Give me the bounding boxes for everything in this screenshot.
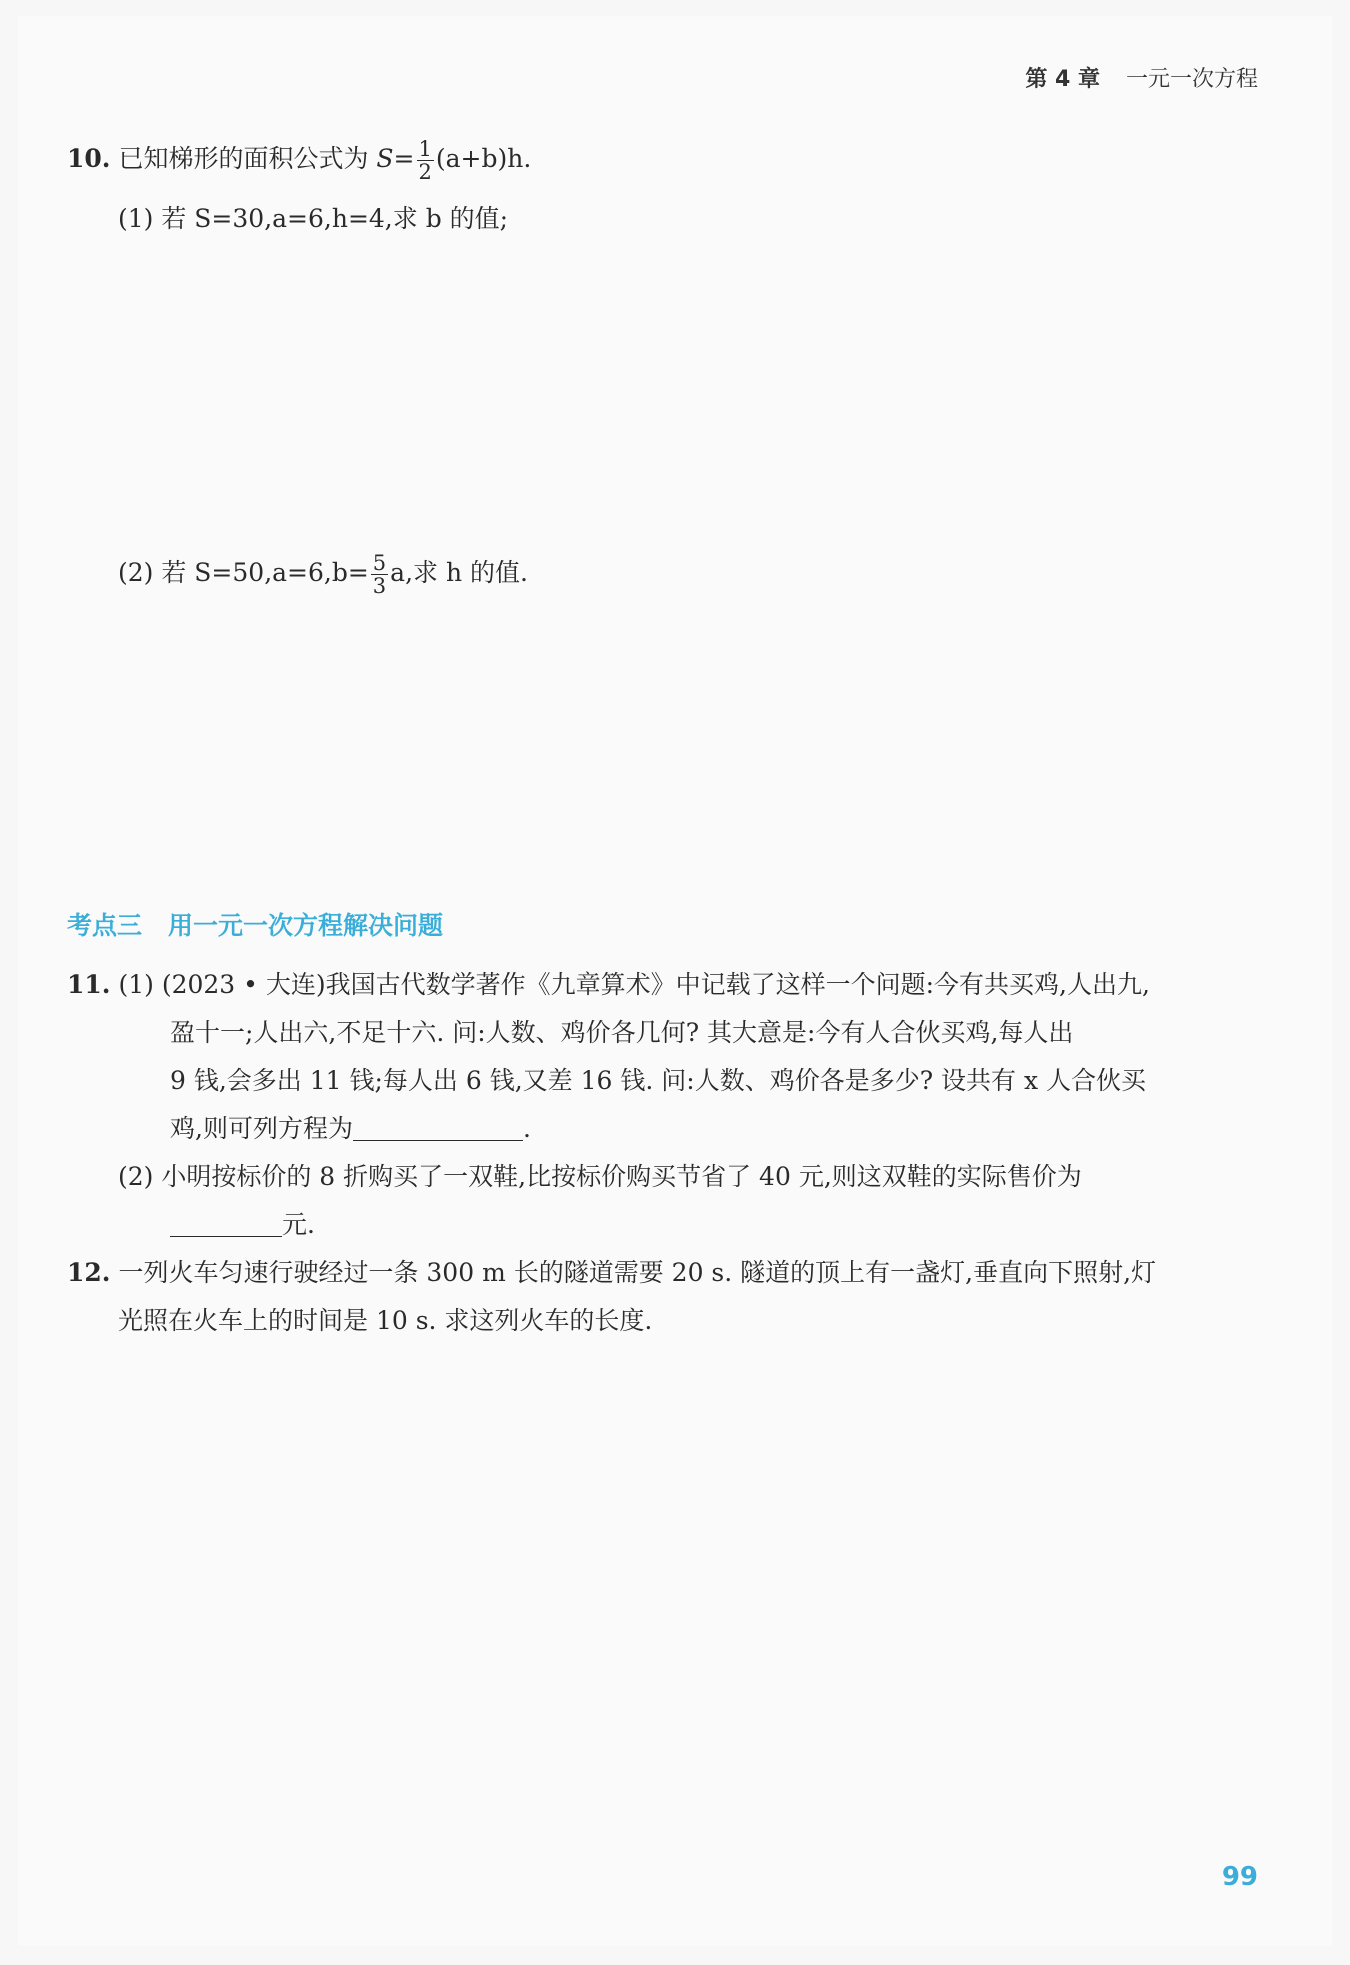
- fraction-one-half: [417, 138, 434, 183]
- answer-blank[interactable]: [170, 1210, 282, 1237]
- question-text-end: 元.: [282, 1210, 315, 1239]
- formula-variable: S: [376, 144, 394, 173]
- part-text-end: a,求 h 的值.: [390, 558, 528, 587]
- question-11-line-3: 9 钱,会多出 11 钱;每人出 6 钱,又差 16 钱. 问:人数、鸡价各是多少? 设共有 x 人合伙买: [170, 1066, 1147, 1095]
- chapter-number: 第 4 章: [1025, 67, 1100, 92]
- question-10-part-1: (1) 若 S=30,a=6,h=4,求 b 的值;: [118, 204, 509, 233]
- fraction-denominator: 2: [418, 160, 432, 184]
- part-text: (2) 若 S=50,a=6,b=: [118, 558, 369, 587]
- formula-equals: =: [393, 144, 415, 173]
- question-10-part-2: [118, 552, 528, 597]
- question-10-stem: [67, 138, 531, 183]
- question-11-part-2-line-2: [170, 1208, 315, 1242]
- question-text-end: .: [522, 1114, 531, 1143]
- question-text: 一列火车匀速行驶经过一条 300 m 长的隧道需要 20 s. 隧道的顶上有一盏灯,垂直向下照射,灯: [118, 1258, 1157, 1287]
- question-text: 鸡,则可列方程为: [170, 1114, 353, 1143]
- question-11-part-2-line-1: (2) 小明按标价的 8 折购买了一双鞋,比按标价购买节省了 40 元,则这双鞋的实际售价为: [118, 1162, 1082, 1191]
- question-number: 12.: [67, 1258, 111, 1287]
- section-label: 考点三: [67, 911, 143, 940]
- question-11-line-2: 盈十一;人出六,不足十六. 问:人数、鸡价各几何? 其大意是:今有人合伙买鸡,每人出: [170, 1018, 1074, 1047]
- fraction-numerator: 5: [372, 551, 387, 575]
- question-number: 10.: [67, 144, 111, 173]
- fraction-numerator: 1: [418, 137, 432, 161]
- section-title: [67, 906, 443, 942]
- chapter-title: 一元一次方程: [1125, 67, 1258, 92]
- question-text: 已知梯形的面积公式为: [118, 144, 377, 173]
- question-text: (1) (2023 • 大连)我国古代数学著作《九章算术》中记载了这样一个问题:今有共买鸡,人出九,: [118, 970, 1150, 999]
- question-11-line-4: [170, 1112, 531, 1146]
- question-12-line-1: [67, 1256, 1156, 1290]
- page-number: 99: [1221, 1862, 1258, 1892]
- fraction-five-thirds: [371, 552, 388, 597]
- question-11-line-1: [67, 968, 1150, 1002]
- formula-rest: (a+b)h: [435, 144, 524, 173]
- chapter-header: [1025, 62, 1258, 93]
- question-number: 11.: [67, 970, 111, 999]
- section-heading: 用一元一次方程解决问题: [168, 911, 444, 940]
- fraction-denominator: 3: [372, 574, 387, 598]
- question-text-end: .: [523, 144, 532, 173]
- question-12-line-2: 光照在火车上的时间是 10 s. 求这列火车的长度.: [118, 1306, 653, 1335]
- answer-blank[interactable]: [353, 1114, 523, 1141]
